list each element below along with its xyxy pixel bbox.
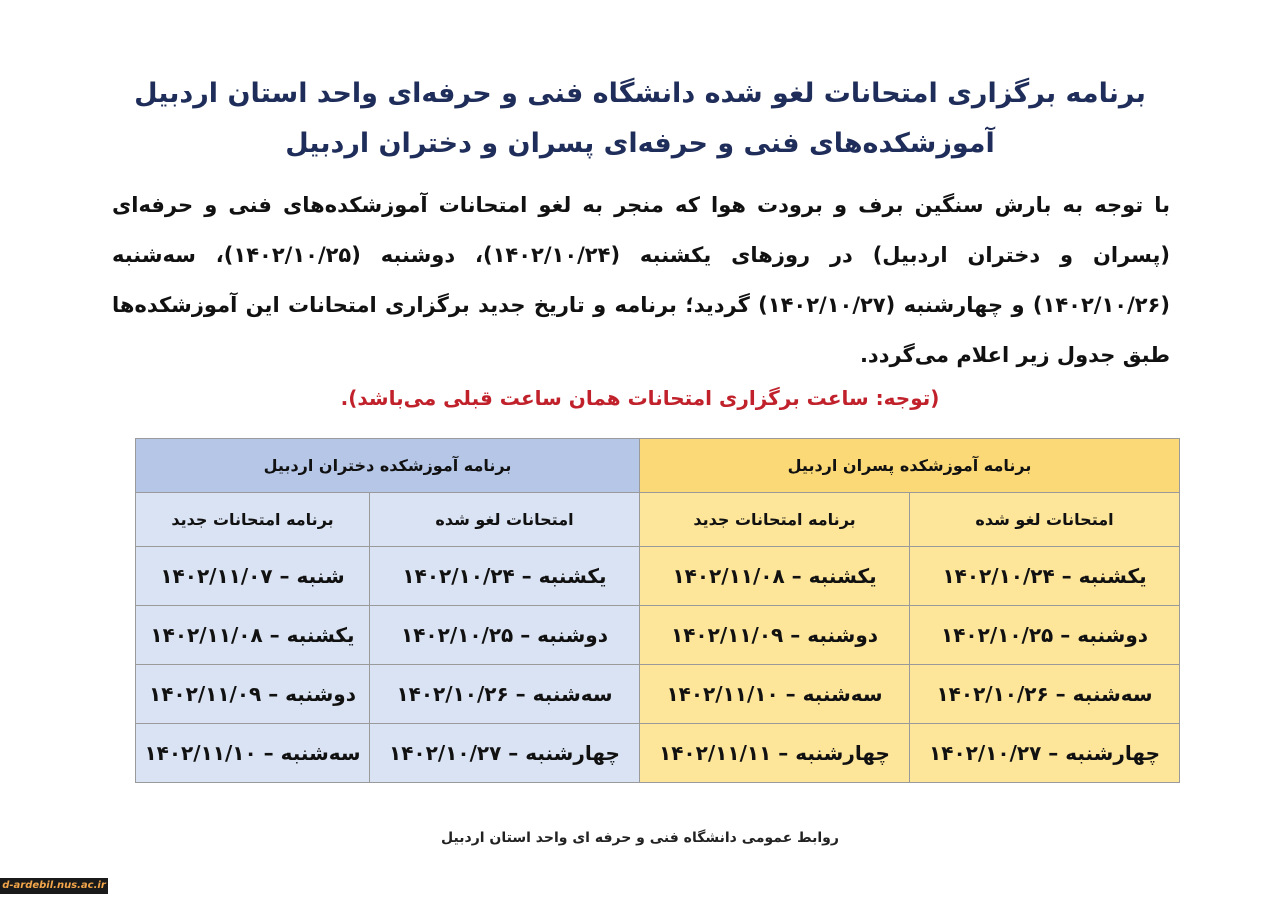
- document-title: برنامه برگزاری امتحانات لغو شده دانشگاه فنی و حرفه‌ای واحد استان اردبیل: [134, 78, 1146, 109]
- boys-canceled-cell: یکشنبه – ۱۴۰۲/۱۰/۲۴: [910, 547, 1180, 606]
- boys-canceled-cell: سه‌شنبه – ۱۴۰۲/۱۰/۲۶: [910, 665, 1180, 724]
- boys-canceled-col-header: امتحانات لغو شده: [910, 493, 1180, 547]
- boys-canceled-cell: دوشنبه – ۱۴۰۲/۱۰/۲۵: [910, 606, 1180, 665]
- table-row: [136, 547, 1180, 606]
- announcement-paragraph: با توجه به بارش سنگین برف و برودت هوا که منجر به لغو امتحانات آموزشکده‌های فنی و حرفه‌ای (پسران و دختران اردبیل) در روزهای یکشنبه (۱۴۰۲/۱۰/۲۴)، دوشنبه (۱۴۰۲/۱۰/۲۵)، سه‌شنبه (۱۴۰۲/۱۰/۲۶) و چهارشنبه (۱۴۰۲/۱۰/۲۷) گردید؛ برنامه و تاریخ جدید برگزاری امتحانات این آموزشکده‌ها طبق جدول زیر اعلام می‌گردد.: [112, 193, 1170, 367]
- exam-schedule-table: [135, 438, 1180, 783]
- girls-new-cell: شنبه – ۱۴۰۲/۱۱/۰۷: [136, 547, 370, 606]
- boys-new-col-header: برنامه امتحانات جدید: [640, 493, 910, 547]
- girls-new-cell: یکشنبه – ۱۴۰۲/۱۱/۰۸: [136, 606, 370, 665]
- table-row: [136, 665, 1180, 724]
- girls-canceled-cell: سه‌شنبه – ۱۴۰۲/۱۰/۲۶: [370, 665, 640, 724]
- table-row: [136, 724, 1180, 783]
- girls-canceled-cell: دوشنبه – ۱۴۰۲/۱۰/۲۵: [370, 606, 640, 665]
- girls-new-cell: سه‌شنبه – ۱۴۰۲/۱۱/۱۰: [136, 724, 370, 783]
- girls-canceled-col-header: امتحانات لغو شده: [370, 493, 640, 547]
- girls-canceled-cell: یکشنبه – ۱۴۰۲/۱۰/۲۴: [370, 547, 640, 606]
- document-subtitle: آموزشکده‌های فنی و حرفه‌ای پسران و دختران اردبیل: [285, 128, 995, 159]
- time-note: (توجه: ساعت برگزاری امتحانات همان ساعت قبلی می‌باشد).: [340, 386, 940, 410]
- boys-canceled-cell: چهارشنبه – ۱۴۰۲/۱۰/۲۷: [910, 724, 1180, 783]
- footer-credit: روابط عمومی دانشگاه فنی و حرفه ای واحد استان اردبیل: [441, 830, 839, 846]
- girls-school-header: برنامه آموزشکده دختران اردبیل: [136, 439, 640, 493]
- table-row: [136, 606, 1180, 665]
- boys-new-cell: دوشنبه – ۱۴۰۲/۱۱/۰۹: [640, 606, 910, 665]
- boys-new-cell: یکشنبه – ۱۴۰۲/۱۱/۰۸: [640, 547, 910, 606]
- site-watermark: d-ardebil.nus.ac.ir: [0, 878, 108, 894]
- girls-new-col-header: برنامه امتحانات جدید: [136, 493, 370, 547]
- boys-new-cell: سه‌شنبه – ۱۴۰۲/۱۱/۱۰: [640, 665, 910, 724]
- boys-new-cell: چهارشنبه – ۱۴۰۲/۱۱/۱۱: [640, 724, 910, 783]
- boys-school-header: برنامه آموزشکده پسران اردبیل: [640, 439, 1180, 493]
- girls-canceled-cell: چهارشنبه – ۱۴۰۲/۱۰/۲۷: [370, 724, 640, 783]
- girls-new-cell: دوشنبه – ۱۴۰۲/۱۱/۰۹: [136, 665, 370, 724]
